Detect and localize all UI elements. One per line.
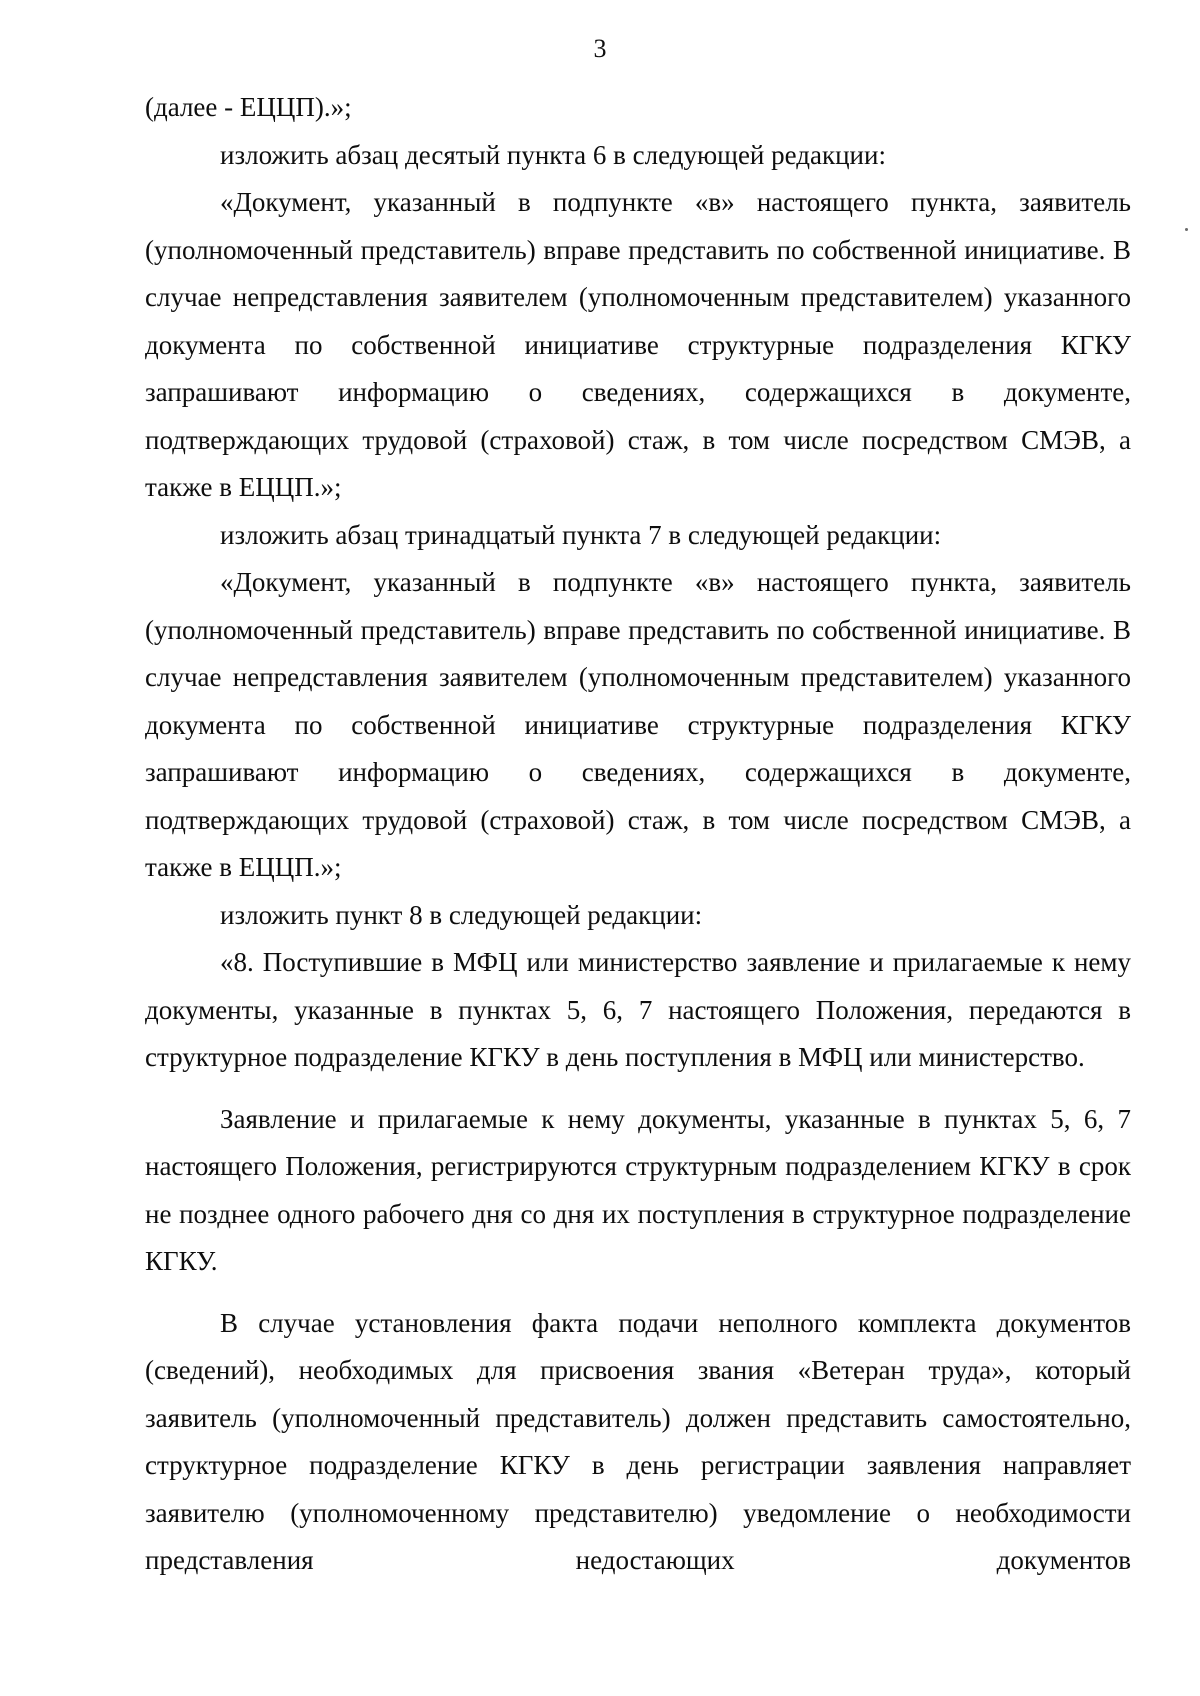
paragraph-quote-item-6: «Документ, указанный в подпункте «в» настоящего пункта, заявитель (уполномоченный представитель) вправе представить по собственной инициативе. В случае непредставления заявителем (уполномоченным представителем) указанного документа по собственной инициативе структурные подразделения КГКУ запрашивают информацию о сведениях, содержащихся в документе, подтверждающих трудовой (страховой) стаж, в том числе посредством СМЭВ, а также в ЕЦЦП.»;: [145, 187, 1131, 502]
document-body: [145, 84, 1131, 1585]
paragraph-instruction-item-6: изложить абзац десятый пункта 6 в следующей редакции:: [220, 139, 886, 170]
paragraph-quote-item-7: «Документ, указанный в подпункте «в» настоящего пункта, заявитель (уполномоченный представитель) вправе представить по собственной инициативе. В случае непредставления заявителем (уполномоченным представителем) указанного документа по собственной инициативе структурные подразделения КГКУ запрашивают информацию о сведениях, содержащихся в документе, подтверждающих трудовой (страховой) стаж, в том числе посредством СМЭВ, а также в ЕЦЦП.»;: [145, 567, 1131, 882]
scan-speck: [1185, 228, 1188, 231]
paragraph-instruction-item-8: изложить пункт 8 в следующей редакции:: [220, 899, 703, 930]
page-number: 3: [593, 34, 607, 63]
paragraph-continuation: (далее - ЕЦЦП).»;: [145, 92, 352, 122]
paragraph-registration: Заявление и прилагаемые к нему документы, указанные в пунктах 5, 6, 7 настоящего Положения, регистрируются структурным подразделением КГКУ в срок не позднее одного рабочего дня со дня их поступления в структурное подразделение КГКУ.: [145, 1103, 1131, 1276]
paragraph-incomplete-documents: В случае установления факта подачи неполного комплекта документов (сведений), необходимых для присвоения звания «Ветеран труда», который заявитель (уполномоченный представитель) должен представить самостоятельно, структурное подразделение КГКУ в день регистрации заявления направляет заявителю (уполномоченному представителю) уведомление о необходимости представления недостающих документов: [145, 1307, 1131, 1575]
paragraph-instruction-item-7: изложить абзац тринадцатый пункта 7 в следующей редакции:: [220, 519, 942, 550]
paragraph-quote-item-8: «8. Поступившие в МФЦ или министерство заявление и прилагаемые к нему документы, указанные в пунктах 5, 6, 7 настоящего Положения, передаются в структурное подразделение КГКУ в день поступления в МФЦ или министерство.: [145, 947, 1131, 1072]
